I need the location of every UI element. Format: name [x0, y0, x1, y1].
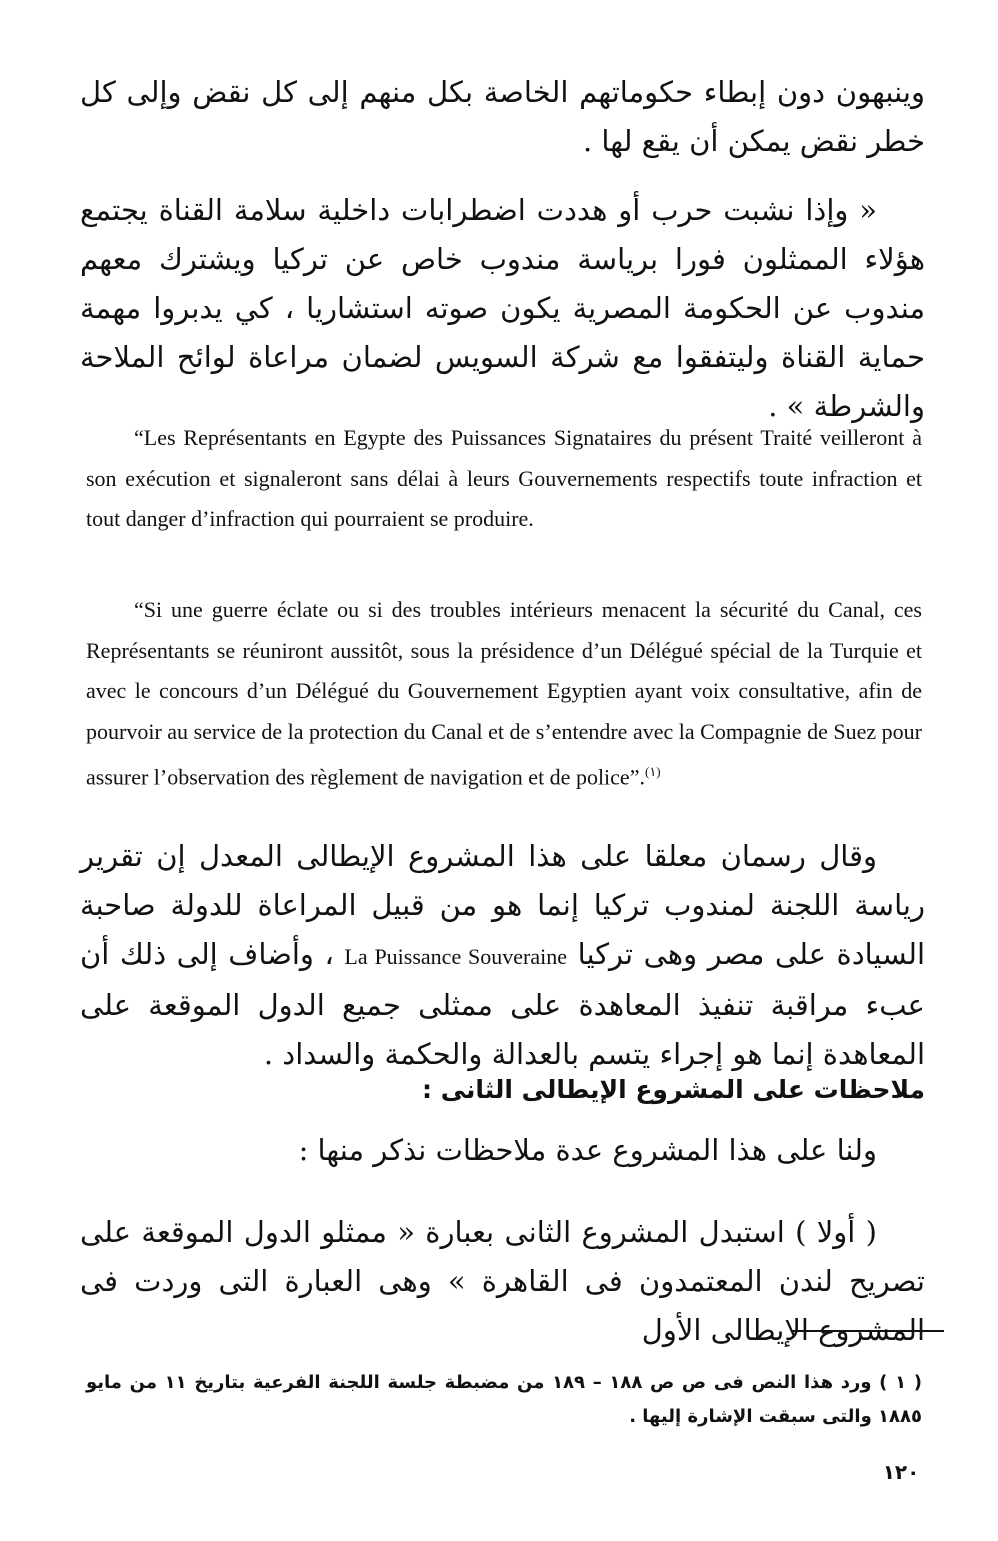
french-inline-phrase: La Puissance Souveraine	[344, 944, 568, 969]
arabic-paragraph-4: ولنا على هذا المشروع عدة ملاحظات نذكر منها :	[298, 1133, 877, 1167]
page-number: ١٢٠	[882, 1460, 920, 1484]
french-paragraph-2-text: “Si une guerre éclate ou si des troubles intérieurs menacent la sécurité du Canal, ces Représentants se réuniront aussitôt, sous la présidence d’un Délégué spécial de la Turquie et avec le concours d’un Délégué du Gouvernement Egyptien ayant voix consultative, afin de pourvoir au service de la protection du Canal et de s’entendre avec la Compagnie de Suez pour assurer l’observation des règlement de navigation et de police”.	[86, 597, 922, 790]
arabic-paragraph-5: ( أولا ) استبدل المشروع الثانى بعبارة « ممثلو الدول الموقعة على تصريح لندن المعتمدون فى القاهرة » وهى العبارة التى وردت فى المشروع الإيطالى الأول	[80, 1215, 925, 1347]
french-paragraph-1: “Les Représentants en Egypte des Puissances Signataires du présent Traité veilleront à son exécution et signaleront sans délai à leurs Gouvernements respectifs toute infraction et tout danger d’infraction qui pourraient se produire.	[86, 425, 922, 531]
footnote: ( ١ ) ورد هذا النص فى ص ص ١٨٨ – ١٨٩ من مضبطة جلسة اللجنة الفرعية بتاريخ ١١ من مايو ١٨٨٥ والتى سبقت الإشارة إليها .	[86, 1372, 922, 1427]
arabic-paragraph-1: وينبهون دون إبطاء حكوماتهم الخاصة بكل منهم إلى كل نقض وإلى كل خطر نقض يمكن أن يقع لها .	[80, 75, 925, 158]
arabic-paragraph-3-part-2: ، وأضاف إلى ذلك أن عبء مراقبة تنفيذ المعاهدة على ممثلى جميع الدول الموقعة على المعاهدة إنما هو إجراء يتسم بالعدالة والحكمة والسداد .	[80, 937, 925, 1071]
section-heading: ملاحظات على المشروع الإيطالى الثانى :	[422, 1075, 925, 1104]
french-paragraph-2	[86, 590, 922, 798]
footnote-reference: (١)	[644, 764, 661, 779]
footnote-divider	[792, 1330, 944, 1332]
arabic-paragraph-2: « وإذا نشبت حرب أو هددت اضطرابات داخلية سلامة القناة يجتمع هؤلاء الممثلون فورا برياسة مندوب خاص عن تركيا ويشترك معهم مندوب عن الحكومة المصرية يكون صوته استشاريا ، كي يدبروا مهمة حماية القناة وليتفقوا مع شركة السويس لضمان مراعاة لوائح الملاحة والشرطة » .	[80, 193, 925, 423]
arabic-paragraph-3-part-1: وقال رسمان معلقا على هذا المشروع الإيطالى المعدل إن تقرير رياسة اللجنة لمندوب تركيا إنما هو من قبيل المراعاة للدولة صاحبة السيادة على مصر وهى تركيا	[80, 839, 926, 971]
arabic-paragraph-3	[80, 832, 925, 1079]
